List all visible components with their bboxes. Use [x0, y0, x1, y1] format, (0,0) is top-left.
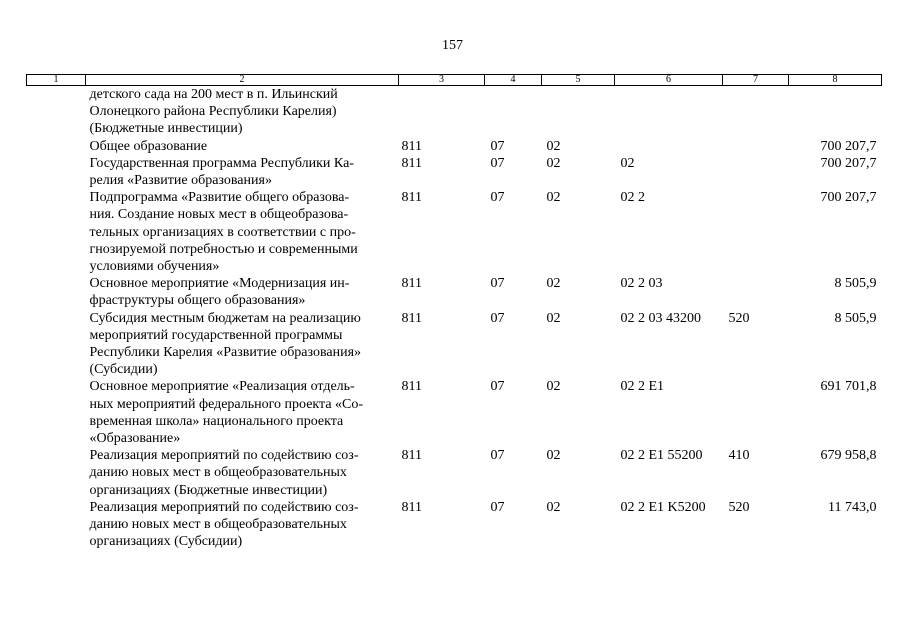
item-name-line: Подпрограмма «Развитие общего образова-: [89, 190, 350, 206]
budget-table: [26, 74, 882, 550]
ministry-code-cell: 811: [401, 155, 422, 171]
table-body: [27, 86, 882, 551]
subsection-code-cell: 02: [546, 190, 561, 206]
item-name-line: «Образование»: [89, 431, 181, 447]
ministry-code-cell: 811: [401, 190, 422, 206]
target-article-cell: 02 2 E1 55200: [620, 448, 703, 464]
item-name-line: тельных организациях в соответствии с про-: [89, 224, 356, 240]
page-number: 157: [442, 38, 463, 53]
item-name-cell: [86, 155, 399, 189]
section-code-cell: [485, 86, 542, 138]
row-number-cell: [27, 86, 86, 138]
ministry-code-cell: 811: [401, 276, 422, 292]
expense-type-cell: [723, 86, 789, 138]
amount-cell: 679 958,8: [820, 448, 877, 464]
table-row: [27, 447, 882, 499]
target-article-cell: [615, 86, 723, 138]
item-name-line: Общее образование: [89, 138, 208, 154]
item-name-line: фраструктуры общего образования»: [89, 293, 306, 309]
subsection-code-cell: 02: [546, 310, 561, 326]
item-name-line: Субсидия местным бюджетам на реализацию: [89, 310, 361, 326]
header-col-3: 3: [399, 75, 485, 86]
section-code-cell: 07: [490, 276, 505, 292]
row-number-cell: [27, 138, 86, 155]
section-code-cell: 07: [490, 499, 505, 515]
header-col-1: 1: [27, 75, 86, 86]
expense-type-cell: [723, 138, 789, 155]
table-row: [27, 138, 882, 155]
amount-cell: 700 207,7: [820, 138, 877, 154]
target-article-cell: 02 2 03: [620, 276, 663, 292]
expense-type-cell: 520: [728, 310, 750, 326]
table-row: [27, 310, 882, 379]
expense-type-cell: 410: [728, 448, 750, 464]
target-article-cell: 02: [620, 155, 635, 171]
header-col-7: 7: [723, 75, 789, 86]
item-name-cell: [86, 86, 399, 138]
item-name-line: Реализация мероприятий по содействию соз-: [89, 499, 359, 515]
item-name-line: данию новых мест в общеобразовательных: [89, 517, 347, 533]
target-article-cell: 02 2 03 43200: [620, 310, 701, 326]
item-name-line: временная школа» национального проекта: [89, 413, 344, 429]
subsection-code-cell: 02: [546, 276, 561, 292]
item-name-line: (Субсидии): [89, 362, 158, 378]
item-name-cell: [86, 447, 399, 499]
table-row: [27, 378, 882, 447]
subsection-code-cell: 02: [546, 448, 561, 464]
item-name-line: (Бюджетные инвестиции): [89, 121, 243, 137]
section-code-cell: 07: [490, 138, 505, 154]
table-row: [27, 189, 882, 275]
row-number-cell: [27, 310, 86, 379]
row-number-cell: [27, 499, 86, 551]
item-name-line: Реализация мероприятий по содействию соз-: [89, 448, 359, 464]
item-name-line: ния. Создание новых мест в общеобразова-: [89, 207, 349, 223]
table-row: [27, 499, 882, 551]
item-name-line: данию новых мест в общеобразовательных: [89, 465, 347, 481]
ministry-code-cell: 811: [401, 310, 422, 326]
subsection-code-cell: 02: [546, 379, 561, 395]
item-name-cell: [86, 310, 399, 379]
table-row: [27, 86, 882, 138]
ministry-code-cell: 811: [401, 499, 422, 515]
amount-cell: 8 505,9: [834, 276, 877, 292]
item-name-line: организациях (Субсидии): [89, 534, 243, 550]
header-row: [27, 75, 882, 86]
item-name-cell: [86, 189, 399, 275]
item-name-cell: [86, 275, 399, 309]
expense-type-cell: [723, 189, 789, 275]
subsection-code-cell: 02: [546, 138, 561, 154]
item-name-line: Основное мероприятие «Модернизация ин-: [89, 276, 350, 292]
row-number-cell: [27, 378, 86, 447]
subsection-code-cell: 02: [546, 155, 561, 171]
item-name-cell: [86, 378, 399, 447]
amount-cell: 691 701,8: [820, 379, 877, 395]
target-article-cell: 02 2 E1 K5200: [620, 499, 706, 515]
item-name-line: мероприятий государственной программы: [89, 327, 343, 343]
table-row: [27, 275, 882, 309]
amount-cell: 11 743,0: [828, 499, 877, 515]
amount-cell: 8 505,9: [834, 310, 877, 326]
section-code-cell: 07: [490, 190, 505, 206]
subsection-code-cell: 02: [546, 499, 561, 515]
section-code-cell: 07: [490, 310, 505, 326]
item-name-line: организациях (Бюджетные инвестиции): [89, 482, 328, 498]
ministry-code-cell: 811: [401, 448, 422, 464]
target-article-cell: 02 2: [620, 190, 645, 206]
target-article-cell: [615, 138, 723, 155]
item-name-line: условиями обучения»: [89, 259, 220, 275]
header-col-6: 6: [615, 75, 723, 86]
item-name-line: Государственная программа Республики Ка-: [89, 155, 354, 171]
amount-cell: 700 207,7: [820, 190, 877, 206]
item-name-line: ных мероприятий федерального проекта «Со-: [89, 396, 364, 412]
row-number-cell: [27, 155, 86, 189]
table-header: [27, 75, 882, 86]
ministry-code-cell: [399, 86, 485, 138]
expense-type-cell: 520: [728, 499, 750, 515]
subsection-code-cell: [542, 86, 615, 138]
item-name-cell: [86, 138, 399, 155]
expense-type-cell: [723, 275, 789, 309]
item-name-line: гнозируемой потребностью и современными: [89, 241, 358, 257]
expense-type-cell: [723, 378, 789, 447]
amount-cell: [789, 86, 882, 138]
item-name-line: Олонецкого района Республики Карелия): [89, 104, 337, 120]
table-row: [27, 155, 882, 189]
row-number-cell: [27, 447, 86, 499]
amount-cell: 700 207,7: [820, 155, 877, 171]
item-name-line: Основное мероприятие «Реализация отдель-: [89, 379, 355, 395]
header-col-2: 2: [86, 75, 399, 86]
row-number-cell: [27, 275, 86, 309]
section-code-cell: 07: [490, 448, 505, 464]
header-col-5: 5: [542, 75, 615, 86]
item-name-line: детского сада на 200 мест в п. Ильинский: [89, 87, 338, 102]
section-code-cell: 07: [490, 379, 505, 395]
item-name-line: Республики Карелия «Развитие образования»: [89, 345, 362, 361]
item-name-cell: [86, 499, 399, 551]
ministry-code-cell: 811: [401, 138, 422, 154]
header-col-4: 4: [485, 75, 542, 86]
ministry-code-cell: 811: [401, 379, 422, 395]
section-code-cell: 07: [490, 155, 505, 171]
item-name-line: релия «Развитие образования»: [89, 173, 272, 189]
row-number-cell: [27, 189, 86, 275]
target-article-cell: 02 2 E1: [620, 379, 665, 395]
header-col-8: 8: [789, 75, 882, 86]
expense-type-cell: [723, 155, 789, 189]
